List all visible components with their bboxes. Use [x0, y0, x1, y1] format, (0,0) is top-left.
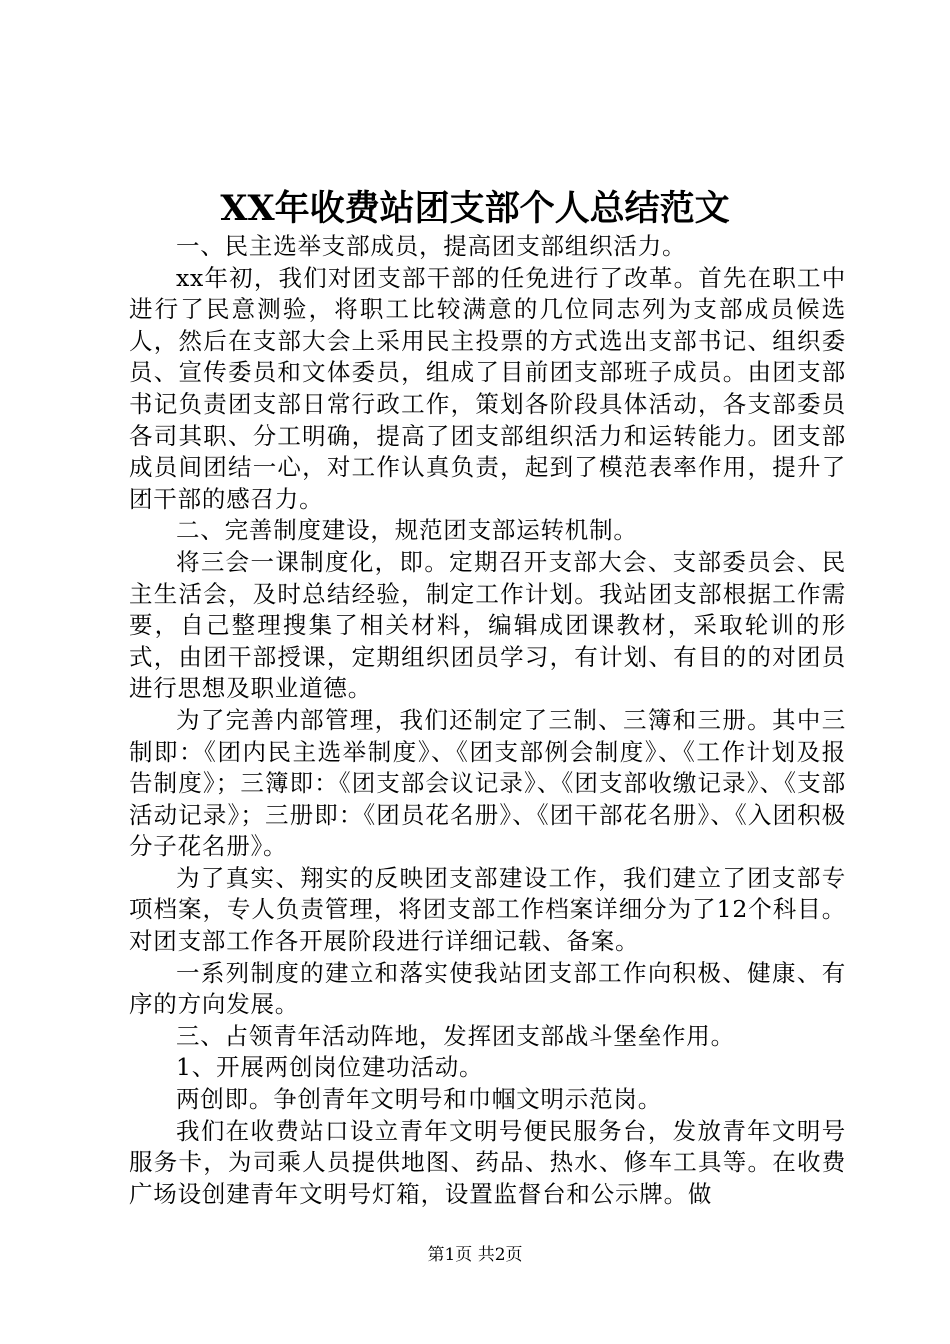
body-paragraph: 为了真实、翔实的反映团支部建设工作，我们建立了团支部专项档案，专人负责管理，将团支部工作档案详细分为了12个科目。对团支部工作各开展阶段进行详细记载、备案。 — [129, 863, 846, 956]
section-heading: 一、民主选举支部成员，提高团支部组织活力。 — [176, 232, 687, 260]
body-paragraph: 将三会一课制度化，即。定期召开支部大会、支部委员会、民主生活会，及时总结经验，制定工作计划。我站团支部根据工作需要，自己整理搜集了相关材料，编辑成团课教材，采取轮训的形式，由团干部授课，定期组织团员学习，有计划、有目的的对团员进行思想及职业道德。 — [129, 547, 846, 703]
document-title: XX年收费站团支部个人总结范文 — [220, 188, 730, 229]
page-number-footer: 第1页 共2页 — [427, 1245, 523, 1265]
subsection-heading: 1、开展两创岗位建功活动。 — [176, 1053, 484, 1082]
section-heading: 二、完善制度建设，规范团支部运转机制。 — [176, 516, 638, 545]
body-paragraph: 一系列制度的建立和落实使我站团支部工作向积极、健康、有序的方向发展。 — [129, 958, 846, 1019]
body-paragraph: xx年初，我们对团支部干部的任免进行了改革。首先在职工中进行了民意测验，将职工比较满意的几位同志列为支部成员候选人，然后在支部大会上采用民主投票的方式选出支部书记、组织委员、宣传委员和文体委员，组成了目前团支部班子成员。由团支部书记负责团支部日常行政工作，策划各阶段具体活动，各支部委员各司其职、分工明确，提高了团支部组织活力和运转能力。团支部成员间团结一心，对工作认真负责，起到了模范表率作用，提升了团干部的感召力。 — [129, 263, 846, 513]
section-heading: 三、占领青年活动阵地，发挥团支部战斗堡垒作用。 — [176, 1021, 735, 1050]
document-body — [129, 231, 846, 1210]
body-paragraph: 两创即。争创青年文明号和巾帼文明示范岗。 — [176, 1085, 662, 1114]
body-paragraph: 我们在收费站口设立青年文明号便民服务台，发放青年文明号服务卡，为司乘人员提供地图、药品、热水、修车工具等。在收费广场设创建青年文明号灯箱，设置监督台和公示牌。做 — [129, 1116, 846, 1208]
body-paragraph: 为了完善内部管理，我们还制定了三制、三簿和三册。其中三制即：《团内民主选举制度》、《团支部例会制度》、《工作计划及报告制度》；三簿即：《团支部会议记录》、《团支部收缴记录》、《支部活动记录》；三册即：《团员花名册》、《团干部花名册》、《入团积极分子花名册》。 — [129, 705, 846, 861]
